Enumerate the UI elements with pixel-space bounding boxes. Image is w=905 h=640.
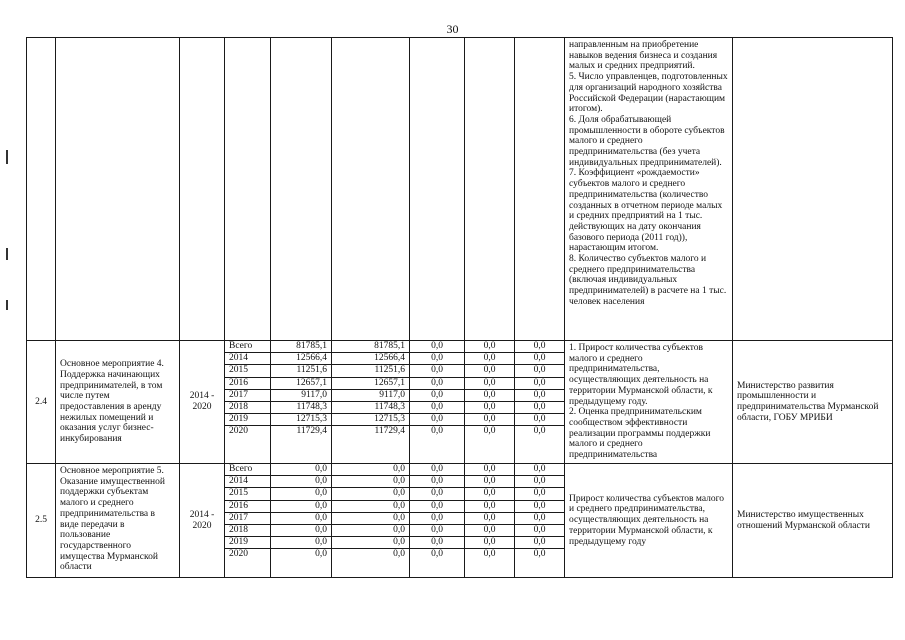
extra-amount: 0,0 [515,341,564,353]
regional-amount: 0,0 [332,488,409,500]
indicators-cell [565,38,733,341]
extra-amount: 0,0 [515,464,564,476]
year-label: 2014 [225,353,270,365]
extra-amount: 0,0 [515,488,564,500]
local-cell [465,464,515,578]
local-amount: 0,0 [483,426,496,437]
federal-amount: 0,0 [410,464,464,476]
federal-amount: 0,0 [410,525,464,537]
activity-name: Основное мероприятие 5. Оказание имущественной поддержки субъектам малого и среднего предпринимательства в виде передачи в пользование государственного имущества Мурманской области [60,466,165,573]
total-amount: 11251,6 [271,365,331,377]
local-amount: 0,0 [465,390,514,402]
total-amount: 0,0 [271,464,331,476]
name-cell [56,38,180,341]
year-label: 2019 [225,537,270,549]
federal-amount: 0,0 [410,390,464,402]
year-cell [225,464,271,578]
indicators-text: 1. Прирост количества субъектов малого и среднего предпринимательства, осуществляющих деятельность на территории Мурманской области, к предыдущему году. 2. Оценка предпринимательским сообществом эффективности реализации программы поддержки малого и среднего предпринимательства [569,343,713,461]
activity-name-cell [56,464,180,578]
total-amount: 12657,1 [271,378,331,390]
program-table [26,37,893,578]
federal-amount: 0,0 [410,537,464,549]
extra-amount: 0,0 [515,537,564,549]
total-amount: 0,0 [271,513,331,525]
total-amount: 0,0 [271,525,331,537]
total-amount: 0,0 [315,549,327,560]
period: 2014 - 2020 [189,391,215,412]
local-amount: 0,0 [465,402,514,414]
total-amount: 11729,4 [296,426,327,437]
local-amount: 0,0 [465,476,514,488]
table-row [27,464,893,578]
federal-amount: 0,0 [410,488,464,500]
scan-mark [6,150,8,164]
indicators-cell [565,341,733,464]
local-amount: 0,0 [465,464,514,476]
table-row [27,341,893,464]
federal-cell [410,38,465,341]
year-cell [225,38,271,341]
regional-amount: 12566,4 [332,353,409,365]
activity-name: Основное мероприятие 4. Поддержка начинающих предпринимателей, в том числе путем предоставления в аренду нежилых помещений и оказания услуг бизнес-инкубирования [60,359,164,445]
total-amount: 81785,1 [271,341,331,353]
total-amount: 12715,3 [271,414,331,426]
total-amount: 0,0 [271,476,331,488]
extra-cell [515,341,565,464]
num-cell [27,38,56,341]
local-cell [465,341,515,464]
extra-amount: 0,0 [515,476,564,488]
extra-amount: 0,0 [515,390,564,402]
regional-amount: 0,0 [332,464,409,476]
scan-mark [6,300,8,310]
federal-amount: 0,0 [410,353,464,365]
year-label: 2017 [225,390,270,402]
federal-amount: 0,0 [410,513,464,525]
local-amount: 0,0 [465,525,514,537]
period-cell [180,341,225,464]
year-label: 2017 [225,513,270,525]
local-amount: 0,0 [483,549,496,560]
indicators-text: Прирост количества субъектов малого и среднего предпринимательства, осуществляющих деятельность на территории Мурманской области, к предыдущему году [569,493,725,547]
total-amount: 0,0 [271,537,331,549]
total-amount: 9117,0 [271,390,331,402]
extra-amount: 0,0 [515,365,564,377]
extra-amount: 0,0 [515,353,564,365]
row-number: 2.4 [27,341,56,464]
extra-amount: 0,0 [515,513,564,525]
regional-amount: 81785,1 [332,341,409,353]
executor: Министерство развития промышленности и предпринимательства Мурманской области, ГОБУ МРИБИ [737,380,879,423]
federal-amount: 0,0 [410,341,464,353]
regional-amount: 0,0 [332,513,409,525]
federal-amount: 0,0 [431,549,443,560]
regional-amount: 9117,0 [332,390,409,402]
regional-amount: 0,0 [393,549,405,560]
extra-amount: 0,0 [515,501,564,513]
extra-cell [515,38,565,341]
regional-amount: 0,0 [332,525,409,537]
federal-cell [410,341,465,464]
continuation-row [27,38,893,341]
period-cell [180,38,225,341]
year-label: 2018 [225,525,270,537]
executor-cell [733,464,893,578]
year-label: 2018 [225,402,270,414]
extra-amount: 0,0 [533,549,546,560]
federal-amount: 0,0 [410,365,464,377]
year-label: Всего [225,464,270,476]
period: 2014 - 2020 [189,509,215,531]
year-label: 2019 [225,414,270,426]
local-amount: 0,0 [465,353,514,365]
extra-amount: 0,0 [515,414,564,426]
local-amount: 0,0 [465,488,514,500]
year-label: 2020 [229,549,248,560]
year-label: 2020 [229,426,248,437]
executor: Министерство имущественных отношений Мурманской области [737,509,870,531]
total-amount: 0,0 [271,501,331,513]
regional-amount: 0,0 [332,501,409,513]
local-amount: 0,0 [465,341,514,353]
row-number: 2.5 [27,464,56,578]
extra-amount: 0,0 [533,426,546,437]
year-label: 2014 [225,476,270,488]
federal-amount: 0,0 [410,378,464,390]
year-label: 2015 [225,365,270,377]
federal-amount: 0,0 [410,501,464,513]
page-number: 30 [446,22,459,36]
regional-amount: 0,0 [332,537,409,549]
total-cell [271,464,332,578]
federal-amount: 0,0 [431,426,443,437]
total-amount: 0,0 [271,488,331,500]
regional-amount: 11251,6 [332,365,409,377]
federal-cell [410,464,465,578]
regional-amount: 12657,1 [332,378,409,390]
executor-cell [733,38,893,341]
regional-amount: 11729,4 [374,426,405,437]
total-cell [271,341,332,464]
federal-amount: 0,0 [410,402,464,414]
regional-amount: 0,0 [332,476,409,488]
regional-amount: 11748,3 [332,402,409,414]
activity-name-cell [56,341,180,464]
regional-cell [332,341,410,464]
local-amount: 0,0 [465,378,514,390]
year-label: 2016 [225,378,270,390]
period-cell [180,464,225,578]
year-label: Всего [225,341,270,353]
extra-amount: 0,0 [515,378,564,390]
executor-cell [733,341,893,464]
local-amount: 0,0 [465,501,514,513]
year-label: 2016 [225,501,270,513]
indicators-text: направленным на приобретение навыков ведения бизнеса и создания малых и средних предприятий. 5. Число управленцев, подготовленных для организаций народного хозяйства Российской Федерации (нарастающим итогом). 6. Доля обрабатывающей промышленности в обороте субъектов малого и среднего предпринимательства (без учета индивидуальных предпринимателей). 7. Коэффициент «рождаемости» субъектов малого и среднего предпринимательства (количество созданных в отчетном периоде малых и средних предприятий на 1 тыс. действующих на дату окончания базового периода (2011 год)), нарастающим итогом. 8. Количество субъектов малого и среднего предпринимательства (включая индивидуальных предпринимателей) в расчете на 1 тыс. человек населения [569,40,728,307]
extra-cell [515,464,565,578]
total-amount: 12566,4 [271,353,331,365]
local-amount: 0,0 [465,414,514,426]
extra-amount: 0,0 [515,525,564,537]
local-amount: 0,0 [465,365,514,377]
indicators-cell [565,464,733,578]
federal-amount: 0,0 [410,476,464,488]
regional-cell [332,38,410,341]
scan-mark [6,248,8,260]
total-amount: 11748,3 [271,402,331,414]
regional-amount: 12715,3 [332,414,409,426]
year-cell [225,341,271,464]
local-amount: 0,0 [465,537,514,549]
year-label: 2015 [225,488,270,500]
local-cell [465,38,515,341]
regional-cell [332,464,410,578]
federal-amount: 0,0 [410,414,464,426]
total-cell [271,38,332,341]
extra-amount: 0,0 [515,402,564,414]
local-amount: 0,0 [465,513,514,525]
